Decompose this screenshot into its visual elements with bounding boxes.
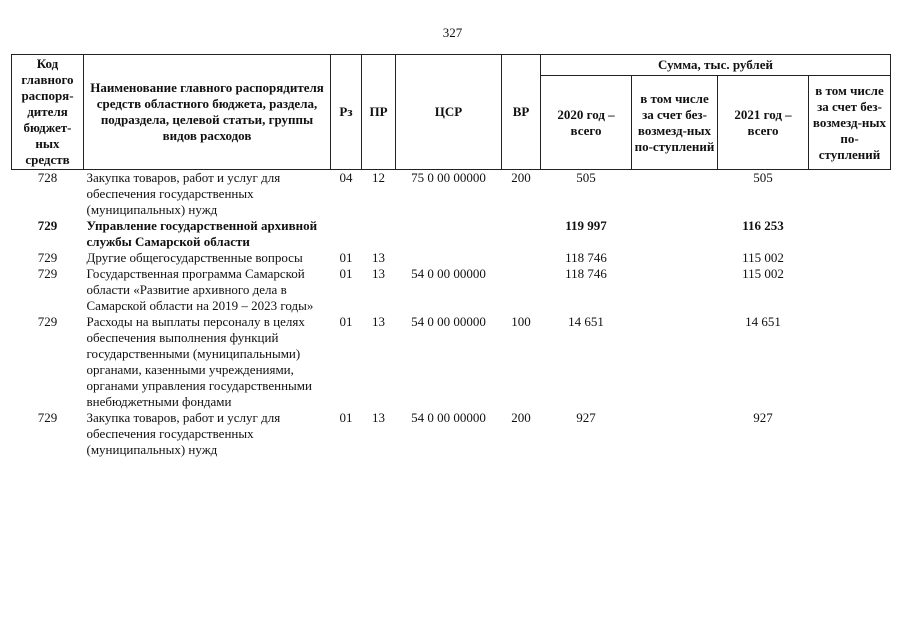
cell-2020-free	[632, 266, 718, 314]
cell-name: Другие общегосударственные вопросы	[86, 250, 303, 265]
cell-vr	[502, 218, 541, 250]
cell-2021-total: 505	[753, 170, 773, 185]
cell-vr: 200	[511, 170, 531, 185]
header-2020-total: 2020 год – всего	[541, 76, 632, 170]
header-2021-total: 2021 год – всего	[718, 76, 809, 170]
header-name: Наименование главного распорядителя средств областного бюджета, раздела, подраздела, целевой статьи, группы видов расходов	[84, 55, 331, 170]
header-csr: ЦСР	[396, 55, 502, 170]
cell-name: Управление государственной архивной службы Самарской области	[86, 218, 318, 249]
cell-rz	[331, 218, 362, 250]
cell-vr: 100	[511, 314, 531, 329]
cell-2020-free	[632, 250, 718, 266]
cell-vr	[502, 250, 541, 266]
cell-pr: 13	[372, 266, 385, 281]
cell-2021-free	[809, 314, 891, 410]
table-row	[12, 250, 891, 266]
table-row-bold	[12, 218, 891, 250]
table-row	[12, 314, 891, 410]
cell-rz: 01	[339, 250, 353, 265]
cell-vr	[502, 266, 541, 314]
table-row	[12, 170, 891, 219]
cell-name: Государственная программа Самарской области «Развитие архивного дела в Самарской области на 2019 – 2023 годы»	[86, 266, 314, 313]
cell-code: 729	[37, 410, 58, 425]
cell-name: Расходы на выплаты персоналу в целях обеспечения выполнения функций государственными (муниципальными) органами, казенными учреждениями, органами управления государственными внебюджетными фондами	[86, 314, 312, 409]
cell-pr: 13	[372, 250, 385, 265]
cell-name: Закупка товаров, работ и услуг для обеспечения государственных (муниципальных) нужд	[86, 170, 281, 217]
cell-csr: 54 0 00 00000	[411, 266, 486, 281]
header-2020-free: в том числе за счет без-возмезд-ных по-ступлений	[632, 76, 718, 170]
cell-vr: 200	[511, 410, 531, 425]
cell-code: 728	[37, 170, 58, 185]
cell-pr: 13	[372, 314, 385, 329]
cell-code: 729	[37, 218, 58, 233]
header-pr: ПР	[362, 55, 396, 170]
cell-name: Закупка товаров, работ и услуг для обеспечения государственных (муниципальных) нужд	[86, 410, 281, 457]
cell-pr	[362, 218, 396, 250]
cell-code: 729	[37, 250, 58, 265]
header-code: Код главного распоря-дителя бюджет-ных средств	[12, 55, 84, 170]
cell-csr: 54 0 00 00000	[411, 314, 486, 329]
page-number: 327	[442, 25, 463, 40]
cell-2021-free	[809, 266, 891, 314]
cell-2021-total: 116 253	[742, 218, 784, 233]
cell-2021-total: 115 002	[742, 250, 784, 265]
cell-2020-total: 505	[576, 170, 596, 185]
cell-2021-total: 115 002	[742, 266, 784, 281]
cell-csr	[396, 250, 502, 266]
table-row	[12, 410, 891, 458]
cell-rz: 01	[339, 410, 353, 425]
cell-2020-total: 118 746	[565, 250, 607, 265]
cell-2020-free	[632, 218, 718, 250]
table-header	[12, 55, 891, 170]
cell-2020-total: 119 997	[565, 218, 607, 233]
cell-2020-total: 14 651	[568, 314, 604, 329]
cell-rz: 01	[339, 266, 353, 281]
cell-2021-free	[809, 218, 891, 250]
header-rz: Рз	[331, 55, 362, 170]
cell-rz: 01	[339, 314, 353, 329]
cell-2021-total: 927	[753, 410, 773, 425]
cell-pr: 12	[372, 170, 385, 185]
cell-code: 729	[37, 266, 58, 281]
cell-2020-total: 118 746	[565, 266, 607, 281]
table-row	[12, 266, 891, 314]
cell-code: 729	[37, 314, 58, 329]
header-vr: ВР	[502, 55, 541, 170]
cell-csr	[396, 218, 502, 250]
cell-2021-free	[809, 410, 891, 458]
cell-2020-free	[632, 314, 718, 410]
header-sum: Сумма, тыс. рублей	[541, 55, 891, 76]
cell-2020-total: 927	[576, 410, 596, 425]
budget-table	[11, 54, 891, 458]
cell-2021-total: 14 651	[745, 314, 781, 329]
header-2021-free: в том числе за счет без-возмезд-ных по-ступлений	[809, 76, 891, 170]
cell-2020-free	[632, 410, 718, 458]
table-body	[12, 170, 891, 459]
cell-pr: 13	[372, 410, 385, 425]
cell-2021-free	[809, 170, 891, 219]
cell-csr: 54 0 00 00000	[411, 410, 486, 425]
cell-2020-free	[632, 170, 718, 219]
cell-csr: 75 0 00 00000	[411, 170, 486, 185]
cell-2021-free	[809, 250, 891, 266]
cell-rz: 04	[339, 170, 353, 185]
